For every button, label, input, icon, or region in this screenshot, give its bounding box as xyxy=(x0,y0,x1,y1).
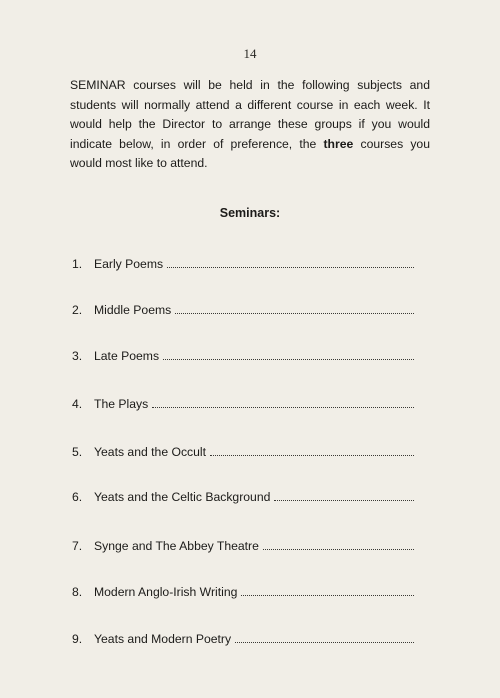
seminar-item-2[interactable] xyxy=(72,303,414,321)
dotted-leader xyxy=(274,490,414,501)
intro-text-after: courses you would most like to attend. xyxy=(70,136,430,171)
dotted-leader xyxy=(175,303,414,314)
item-number: 2. xyxy=(72,303,83,317)
seminar-item-5[interactable] xyxy=(72,445,414,463)
dotted-leader xyxy=(163,349,414,360)
intro-text-before: SEMINAR courses will be held in the following subjects and students will normally attend a different course in each week. It would help the Director to arrange these groups if you would indicate below, in order of preference, the xyxy=(70,78,430,151)
item-number: 8. xyxy=(72,585,83,599)
item-number: 3. xyxy=(72,349,83,363)
seminar-item-3[interactable] xyxy=(72,349,414,367)
item-number: 4. xyxy=(72,397,83,411)
dotted-leader xyxy=(167,257,414,268)
dotted-leader xyxy=(210,445,414,456)
item-label: Late Poems xyxy=(94,349,160,363)
seminars-heading: Seminars: xyxy=(219,206,281,220)
seminar-item-9[interactable] xyxy=(72,632,414,650)
intro-emphasis: three xyxy=(323,136,354,151)
item-number: 6. xyxy=(72,490,83,504)
item-label: Synge and The Abbey Theatre xyxy=(94,539,259,553)
seminar-item-6[interactable] xyxy=(72,490,414,508)
seminar-item-8[interactable] xyxy=(72,585,414,603)
item-label: Yeats and the Celtic Background xyxy=(94,490,271,504)
dotted-leader xyxy=(263,539,414,550)
dotted-leader xyxy=(241,585,414,596)
dotted-leader xyxy=(235,632,414,643)
item-label: Early Poems xyxy=(94,257,164,271)
seminar-item-7[interactable] xyxy=(72,539,414,557)
item-label: Yeats and Modern Poetry xyxy=(94,632,232,646)
item-label: Middle Poems xyxy=(94,303,172,317)
item-number: 5. xyxy=(72,445,83,459)
seminar-item-4[interactable] xyxy=(72,397,414,415)
intro-paragraph xyxy=(70,76,430,174)
seminar-item-1[interactable] xyxy=(72,257,414,275)
item-label: The Plays xyxy=(94,397,149,411)
item-number: 9. xyxy=(72,632,83,646)
item-number: 7. xyxy=(72,539,83,553)
item-label: Modern Anglo-Irish Writing xyxy=(94,585,238,599)
item-number: 1. xyxy=(72,257,83,271)
page-number: 14 xyxy=(243,46,257,61)
dotted-leader xyxy=(152,397,414,408)
item-label: Yeats and the Occult xyxy=(94,445,207,459)
